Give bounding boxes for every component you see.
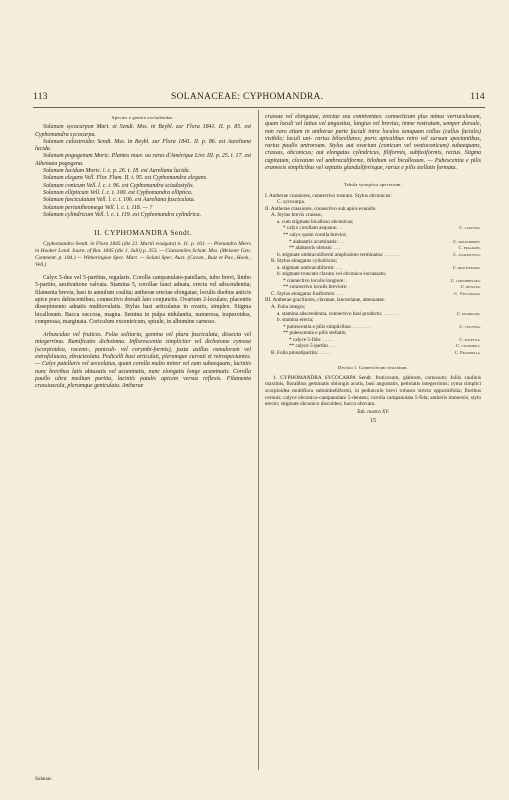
synopsis-heading: Tabula synoptica specierum. xyxy=(343,182,403,188)
synopsis-text: * alabastris acuminatis: . . xyxy=(289,238,343,245)
excluded-list xyxy=(35,124,251,219)
synopsis-text: ** pubescentia e pilis stellatis; xyxy=(283,330,347,337)
synopsis-text: B. Folia pinnatipartita: . . . . . xyxy=(271,349,332,356)
continued-text: crassae vel elongatae, erectae seu conniventes: connecticum plus minus verruculosum, quam loculi vel latius vel angustius, longius vel brevius, imme rostratum, semper dorsale, non raro etiam in antherae parte faciali intra loculos tamquam callus (callus facialis) visibile; loculi uni- rarius bilocellares; poris apicalibus retro vel sursum spectantibus, rarius paullo antrorsum. Stylus aut ovarium (conicum vel ovatoconicum) subaequans, crassus, obconicus; aut elongatus cylindricus, filiformis, subfusiformis, rectus. Stigma capitatum, clavatum vel umbraculiforme, bilobum vel bicallosum. — Pubescentia e pilis eramosis simplicibus vel septatis glanduliferisque, rarius e pilis stellatis formata. xyxy=(265,114,481,172)
synopsis-row xyxy=(265,350,481,357)
synopsis-text: b. stamina erecta; xyxy=(277,317,314,324)
synopsis-species: C. sciadostylis. xyxy=(453,251,481,257)
header-rule xyxy=(33,107,485,108)
column-divider xyxy=(258,110,259,770)
synopsis-text: b. stigmate truncato clavato vel obconico-incrassato; xyxy=(277,271,387,278)
signature-number: 15 xyxy=(370,418,376,425)
genus-heading: II. CYPHOMANDRA Sendt. xyxy=(94,228,192,238)
synopsis-text: B. Stylus elongatus cylindricus; xyxy=(271,258,337,265)
synopsis-species: C. divaricata. xyxy=(456,310,481,316)
synopsis-species: C. brachypodia. xyxy=(452,264,481,270)
synopsis-species: C. Fraxinella. xyxy=(454,349,481,355)
division-heading: Divisio I. Connectivum rostratum. xyxy=(337,365,409,371)
excluded-item: Solanum elegans Vell. Flor. Flum. II. t. 95. est Cyphomandra elegans. xyxy=(43,175,208,182)
synopsis-text: III. Antherae graciliores, clavatae, lanceolatae, attenuatae. xyxy=(265,297,386,304)
excluded-item: Solanum sycocarpon Mart. et Sendt. Mss. in Beybl. zur Flora 1841. II. p. 85. est Cyphomandra sycocarpa. xyxy=(35,124,251,138)
left-footer: Solanac. xyxy=(35,776,53,782)
synopsis-species: C. calycina. xyxy=(459,225,481,231)
synopsis-species: C. elliptica. xyxy=(459,336,481,342)
excluded-item: Solanum ellipticum Vell. l. c. t. 100. est Cyphomandra elliptica. xyxy=(43,189,193,196)
synopsis-text: * calyx corollam aequans: . . xyxy=(283,225,343,232)
synopsis-text: a. stamina adscendentia, connectivo basi producto: . . . . . . xyxy=(277,310,398,317)
excluded-item: Solanum cylindricum Vell. l. c. t. 119. est Cyphomandra cylindrica. xyxy=(43,211,202,218)
synopsis-text: a. cum stigmate bicalloso obconicus; xyxy=(277,218,354,225)
synopsis-text: ** calyce 5-partito . . . xyxy=(289,343,336,350)
habit-description: Arbusculae vel frutices. Folia solitaria, gemina vel plura fasciculata, dissecta vel integerrima. Ramificatio dichotoma. Inflorescentia simpliciter vel dichotome cymosa (scorpioidea, racemi-, paniculi- vel corymbi-formis), juxta axillas ramulorum vel extrafoliacea, ebracteolata. Pedicelli basi articulati, plerumque curvati et retrospectantes. — Calyx patellaris vel urceolatus, quam corolla multo minor vel eam subaequans, laciniis nunc brevibus latis obtusatis vel acuminatis, nunc elongatis longe acuminatis. Corolla paullo ultra medium partita, laciniis patulis apicem versus reflexis. Filamenta crassiuscula, plerumque geniculata. Antherae xyxy=(35,332,251,390)
synopsis-text: ** calyx quam corolla brevior; xyxy=(283,231,347,238)
excluded-item: Solanum periantheomega Vell. l. c. t. 118. — ? xyxy=(43,204,153,211)
synopsis-species: C. velutina. xyxy=(459,323,481,329)
plate-reference: Tab. nostra XV. xyxy=(356,409,390,416)
species-entry: 1. CYPHOMANDRA SYCOCARPA Sendt. fruticosum, glabrum, carnosum; foliis caulinis maximis, floralibus geminatis oblongis acutis, basi angustatis, petiolatis integerrimis; cyma simplici scorpioidea multiflora subumbelliformi, in pedunculo brevi robusto stricto oppositifolia; floribus cernuis; calyce obconico-campanulato 5-dentato; corolla campanulata 5-fida; antheris immersis; stylo erecto; stigmate obconico discoideo; bacca obovata. xyxy=(265,374,481,408)
left-column xyxy=(35,114,251,391)
synopsis-text: A. Stylus brevis crassus; xyxy=(271,212,323,219)
synopsis-species: C. corymbiflora. xyxy=(450,277,481,283)
synopsis-text: I. Antherae crassiores, connectivo rostrato. Stylus obconicus: xyxy=(265,192,392,199)
synopsis-text: C. sycocarpa. xyxy=(277,199,306,206)
synopsis-text: C. Stylus elongatus fusiformis: . . . xyxy=(271,290,344,297)
excluded-heading: Species e genere excludendae. xyxy=(112,115,174,120)
synopsis-species: C. dolochoides. xyxy=(453,238,481,244)
right-column xyxy=(265,114,481,426)
synopsis-text: b. stigmate umbraculiformi amplissimo terminatus: . . . . . . xyxy=(277,251,400,258)
header-title: SOLANACEAE: CYPHOMANDRA. xyxy=(171,92,324,102)
excluded-item: Solanum fasciculatum Vell. l. c. t. 106. est Aureliana fasciculata. xyxy=(43,197,195,204)
excluded-item: Solanum conicum Vell. l. c. t. 96. est Cyphomandra sciadostylis. xyxy=(43,182,195,189)
synopsis-text: ** alabastris obtusis: . . . xyxy=(289,245,341,252)
left-page-number: 113 xyxy=(33,92,48,102)
synopsis-text: * pubescentia e pilis simplicibus: . . . . . . . xyxy=(283,323,371,330)
genus-description: Calyx 5-dus vel 5-partitus, regularis. Corolla campanulato-patellaris, tubo brevi, limbo 5-partito, aestivatione valvata. Stamina 5, corollae fauci adnata, erecta vel adscendentia; filamenta brevia, basi in annulum coalita; antherae erectae elongatae, loculis duobus anticis apice poro dehiscentibus, connectivo dorsali lato conjunctis. Ovarium 2-loculare, placentis dissepimento adnatis multiovulatis. Stylus basi articulatus in ovario, simplex. Stigma bicallosum. Bacca succosa, magna. Semina in pulpa nidulantia, numerosa, trapezoidea, compressa, marginata. Coriculum excentricum, spirale, in albumine carnoso. xyxy=(35,275,251,325)
excluded-item: Solanum calostroides Sendt. Mss. in Beybl. zur Flora 1841. II. p. 86. est Aureliana lucida. xyxy=(35,138,251,153)
synopsis-text: A. Folia integra; xyxy=(271,303,306,310)
synopsis-species: C. cylindrica. xyxy=(455,343,481,349)
synopsis-text: * connectivo loculis longiore: . xyxy=(283,277,348,284)
synopsis-species: C. fragrans. xyxy=(458,245,481,251)
right-page-number: 114 xyxy=(470,92,485,102)
synopsis-table xyxy=(265,193,481,357)
synonymy: Cyphomandra Sendt. in Flora 1845 (die 21. Martii evulgata) n. 11. p. 161. — Pionandra Miers in Hooker Lond. Journ. of Bot. 1845 (die 1. Julii) p. 353. — Ciatosmiles Schott. Mss. (Meisner Gen. Comment. p. 184.) — Witheringiae Spec. Mart. — Solani Spec. Auct. (Cavan., Ruiz et Pav., Hook., Vell.) xyxy=(35,241,251,269)
synopsis-text: a. stigmate umbraculiformi: . . . xyxy=(277,264,343,271)
running-header xyxy=(33,92,485,106)
synopsis-text: * calyce 5-fido: . . . . xyxy=(289,336,332,343)
excluded-item: Solanum pogogenum Moric. Plantes nouv. ou rares d'Amérique Livr. III. p. 25. t. 17. est Athenaea pogogena. xyxy=(35,153,251,167)
synopsis-species: C. betacea. xyxy=(460,284,481,290)
excluded-item: Solanum lucidum Moric. l. c. p. 26. t. 18. est Aureliana lucida. xyxy=(43,168,191,175)
synopsis-text: II. Antherae crassiores, connectivo sub apice evanido. xyxy=(265,205,377,212)
synopsis-species: C. Velloziana. xyxy=(454,290,481,296)
synopsis-text: ** connectivo loculis breviore: . xyxy=(283,284,350,291)
